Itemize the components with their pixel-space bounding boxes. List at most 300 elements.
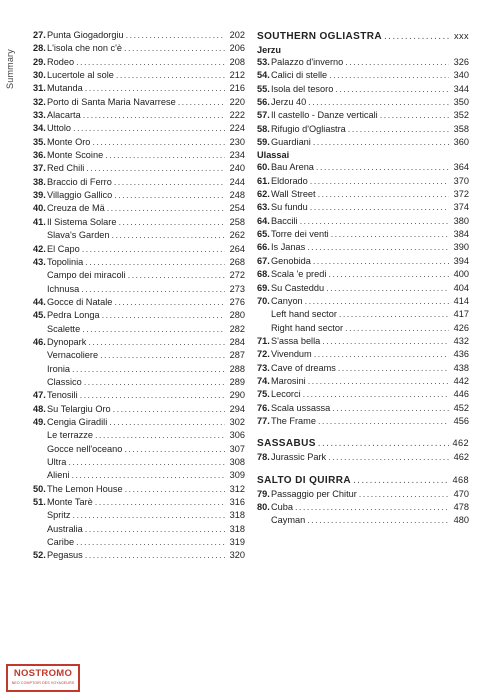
- toc-entry[interactable]: [33, 456, 245, 469]
- entry-number: 48.: [33, 403, 46, 414]
- entry-number: 37.: [33, 163, 46, 174]
- entry-title: Bau Arena: [271, 162, 314, 173]
- entry-title: Dynopark: [47, 336, 87, 347]
- toc-entry[interactable]: [257, 322, 469, 335]
- entry-page-number: 222: [229, 110, 245, 121]
- dot-leader: [328, 268, 449, 281]
- dot-leader: [331, 228, 449, 241]
- dot-leader: [313, 255, 449, 268]
- toc-entry[interactable]: [257, 488, 469, 501]
- entry-title: Monte Tarè: [47, 497, 93, 508]
- toc-entry[interactable]: [33, 96, 245, 109]
- entry-page-number: 372: [453, 189, 469, 200]
- dot-leader: [326, 282, 449, 295]
- entry-number: 41.: [33, 216, 46, 227]
- toc-entry[interactable]: [257, 175, 469, 188]
- entry-page-number: 394: [453, 255, 469, 266]
- entry-number: 67.: [257, 255, 270, 266]
- entry-page-number: 452: [453, 402, 469, 413]
- dot-leader: [380, 109, 449, 122]
- entry-page-number: 202: [229, 30, 245, 40]
- dot-leader: [118, 216, 225, 229]
- entry-page-number: 287: [229, 350, 245, 361]
- toc-entry[interactable]: [257, 83, 469, 96]
- dot-leader: [73, 509, 226, 522]
- entry-title: Tenosili: [47, 390, 78, 401]
- entry-page-number: 436: [453, 349, 469, 360]
- entry-title: Guardiani: [271, 137, 311, 148]
- dot-leader: [125, 483, 225, 496]
- toc-left-column: [33, 29, 245, 563]
- entry-title: Torre dei venti: [271, 229, 329, 240]
- dot-leader: [76, 56, 225, 69]
- entry-number: 78.: [257, 452, 270, 463]
- entry-page-number: 319: [229, 537, 245, 548]
- entry-title: Lucertole al sole: [47, 70, 114, 81]
- entry-title: Jurassic Park: [271, 452, 327, 463]
- dot-leader: [359, 488, 449, 501]
- toc-entry[interactable]: [33, 256, 245, 269]
- entry-number: 69.: [257, 282, 270, 293]
- toc-entry[interactable]: [33, 82, 245, 95]
- dot-leader: [307, 514, 449, 527]
- toc-entry[interactable]: [257, 109, 469, 122]
- toc-entry[interactable]: [33, 269, 245, 282]
- entry-number: 28.: [33, 43, 46, 54]
- entry-page-number: 352: [453, 110, 469, 121]
- section-title: SASSABUS: [257, 438, 316, 450]
- dot-leader: [81, 283, 225, 296]
- entry-page-number: 318: [229, 510, 245, 521]
- entry-number: 62.: [257, 189, 270, 200]
- entry-page-number: 414: [453, 295, 469, 306]
- toc-entry[interactable]: [33, 549, 245, 562]
- dot-leader: [124, 42, 225, 55]
- dot-leader: [116, 69, 225, 82]
- entry-title: Scalette: [47, 323, 81, 334]
- entry-number: 51.: [33, 497, 46, 508]
- entry-title: Mutanda: [47, 83, 83, 94]
- entry-title: Cayman: [271, 515, 306, 526]
- toc-entry[interactable]: [257, 362, 469, 375]
- entry-title: Spritz: [47, 510, 71, 521]
- entry-number: 74.: [257, 375, 270, 386]
- dot-leader: [345, 56, 449, 69]
- toc-entry[interactable]: [33, 29, 245, 42]
- entry-page-number: 268: [229, 256, 245, 267]
- dot-leader: [102, 309, 225, 322]
- toc-entry[interactable]: [33, 176, 245, 189]
- entry-title: Su Telargiu Oro: [47, 403, 111, 414]
- entry-title: Il castello - Danze verticali: [271, 110, 378, 121]
- dot-leader: [305, 295, 449, 308]
- dot-leader: [85, 523, 225, 536]
- entry-number: 65.: [257, 229, 270, 240]
- toc-entry[interactable]: [33, 496, 245, 509]
- entry-page-number: 384: [453, 229, 469, 240]
- entry-title: Topolinia: [47, 256, 84, 267]
- section-heading[interactable]: [257, 473, 469, 488]
- entry-title: Vernacoliere: [47, 350, 99, 361]
- logo-tagline: NEO COMPTOIR DES VOYAGEURS: [11, 681, 75, 685]
- dot-leader: [73, 122, 225, 135]
- entry-number: 35.: [33, 136, 46, 147]
- toc-entry[interactable]: [33, 509, 245, 522]
- toc-entry[interactable]: [257, 451, 469, 464]
- entry-title: Calici di stelle: [271, 70, 328, 81]
- dot-leader: [128, 269, 225, 282]
- entry-title: El Capo: [47, 243, 80, 254]
- entry-page-number: 470: [453, 488, 469, 499]
- entry-number: 64.: [257, 215, 270, 226]
- toc-entry[interactable]: [33, 429, 245, 442]
- toc-entry[interactable]: [257, 56, 469, 69]
- toc-entry[interactable]: [257, 215, 469, 228]
- entry-title: Braccio di Ferro: [47, 176, 112, 187]
- entry-title: Marosini: [271, 375, 306, 386]
- toc-entry[interactable]: [33, 296, 245, 309]
- toc-entry[interactable]: [33, 229, 245, 242]
- dot-leader: [109, 416, 225, 429]
- entry-title: Canyon: [271, 295, 303, 306]
- toc-entry[interactable]: [33, 136, 245, 149]
- entry-number: 58.: [257, 123, 270, 134]
- dot-leader: [328, 451, 449, 464]
- dot-leader: [307, 241, 449, 254]
- dot-leader: [82, 243, 225, 256]
- section-spacer: [257, 428, 469, 436]
- entry-number: 45.: [33, 310, 46, 321]
- toc-entry[interactable]: [33, 149, 245, 162]
- entry-number: 43.: [33, 256, 46, 267]
- entry-number: 70.: [257, 295, 270, 306]
- toc-entry[interactable]: [257, 228, 469, 241]
- dot-leader: [335, 83, 449, 96]
- entry-title: Cave of dreams: [271, 362, 336, 373]
- dot-leader: [84, 376, 225, 389]
- entry-number: 36.: [33, 150, 46, 161]
- toc-entry[interactable]: [257, 295, 469, 308]
- entry-title: Punta Giogadorgiu: [47, 30, 124, 40]
- entry-number: 59.: [257, 137, 270, 148]
- section-page-number: 468: [452, 474, 469, 485]
- entry-page-number: 254: [229, 203, 245, 214]
- entry-title: Palazzo d'inverno: [271, 57, 344, 67]
- toc-entry[interactable]: [257, 201, 469, 214]
- toc-entry[interactable]: [257, 188, 469, 201]
- entry-number: 34.: [33, 123, 46, 134]
- entry-title: Su fundu: [271, 202, 308, 213]
- dot-leader: [178, 96, 225, 109]
- entry-number: 42.: [33, 243, 46, 254]
- side-label: [2, 36, 16, 106]
- dot-leader: [318, 188, 449, 201]
- entry-page-number: 308: [229, 457, 245, 467]
- toc-entry[interactable]: [257, 268, 469, 281]
- entry-title: Jerzu 40: [271, 97, 307, 108]
- toc-entry[interactable]: [33, 309, 245, 322]
- dot-leader: [314, 348, 449, 361]
- dot-leader: [124, 443, 225, 456]
- toc-entry[interactable]: [33, 162, 245, 175]
- entry-title: Campo dei miracoli: [47, 270, 126, 281]
- entry-title: Scala ussassa: [271, 402, 331, 413]
- toc-entry[interactable]: [257, 282, 469, 295]
- entry-page-number: 340: [453, 70, 469, 81]
- toc-entry[interactable]: [33, 283, 245, 296]
- entry-title: Is Janas: [271, 242, 306, 253]
- toc-entry[interactable]: [33, 376, 245, 389]
- toc-entry[interactable]: [33, 243, 245, 256]
- toc-entry[interactable]: [33, 216, 245, 229]
- toc-entry[interactable]: [33, 56, 245, 69]
- entry-number: 72.: [257, 349, 270, 360]
- entry-number: 40.: [33, 203, 46, 214]
- toc-entry[interactable]: [33, 122, 245, 135]
- entry-title: Right hand sector: [271, 322, 344, 333]
- dot-leader: [310, 201, 449, 214]
- entry-title: Caribe: [47, 537, 75, 548]
- entry-title: Il Sistema Solare: [47, 216, 117, 227]
- entry-number: 66.: [257, 242, 270, 253]
- entry-page-number: 206: [229, 43, 245, 54]
- toc-entry[interactable]: [33, 202, 245, 215]
- entry-number: 49.: [33, 416, 46, 427]
- dot-leader: [85, 256, 225, 269]
- entry-page-number: 417: [453, 309, 469, 320]
- entry-title: Alacarta: [47, 110, 81, 121]
- dot-leader: [384, 29, 449, 44]
- entry-number: 61.: [257, 175, 270, 186]
- entry-title: Passaggio per Chitur: [271, 488, 357, 499]
- dot-leader: [107, 202, 225, 215]
- dot-leader: [308, 96, 449, 109]
- entry-title: S'assa bella: [271, 335, 321, 346]
- toc-entry[interactable]: [257, 96, 469, 109]
- toc-entry[interactable]: [257, 514, 469, 527]
- entry-number: 60.: [257, 162, 270, 173]
- toc-entry[interactable]: [33, 69, 245, 82]
- entry-page-number: 294: [229, 403, 245, 414]
- entry-title: Cuba: [271, 501, 293, 512]
- entry-page-number: 360: [453, 137, 469, 148]
- dot-leader: [329, 69, 449, 82]
- toc-entry[interactable]: [257, 402, 469, 415]
- entry-number: 54.: [257, 70, 270, 81]
- dot-leader: [68, 456, 225, 469]
- dot-leader: [348, 123, 449, 136]
- entry-page-number: 446: [453, 389, 469, 400]
- entry-title: Cengia Giradili: [47, 416, 108, 427]
- entry-number: 52.: [33, 550, 46, 561]
- toc-entry[interactable]: [33, 416, 245, 429]
- entry-page-number: 374: [453, 202, 469, 213]
- entry-number: 73.: [257, 362, 270, 373]
- toc-entry[interactable]: [33, 189, 245, 202]
- entry-title: Gocce nell'oceano: [47, 443, 123, 454]
- entry-number: 55.: [257, 83, 270, 94]
- toc-entry[interactable]: [33, 323, 245, 336]
- entry-number: 39.: [33, 190, 46, 201]
- entry-page-number: 280: [229, 310, 245, 321]
- toc-entry[interactable]: [257, 241, 469, 254]
- dot-leader: [318, 436, 449, 451]
- entry-title: Rodeo: [47, 56, 75, 67]
- dot-leader: [353, 473, 449, 488]
- logo-name: NOSTROMO: [13, 668, 73, 679]
- entry-title: Monte Scoine: [47, 150, 104, 161]
- dot-leader: [76, 536, 225, 549]
- toc-entry[interactable]: [33, 42, 245, 55]
- entry-page-number: 320: [229, 550, 245, 561]
- entry-title: Pedra Longa: [47, 310, 100, 321]
- toc-entry[interactable]: [257, 255, 469, 268]
- entry-page-number: 284: [229, 336, 245, 347]
- dot-leader: [339, 308, 449, 321]
- dot-leader: [322, 335, 449, 348]
- entry-page-number: 244: [229, 176, 245, 187]
- entry-page-number: 272: [229, 270, 245, 281]
- entry-title: Lecorci: [271, 389, 301, 400]
- entry-page-number: 350: [453, 97, 469, 108]
- entry-title: Red Chili: [47, 163, 85, 174]
- toc-entry[interactable]: [257, 335, 469, 348]
- dot-leader: [85, 549, 225, 562]
- entry-number: 75.: [257, 389, 270, 400]
- entry-page-number: 370: [453, 175, 469, 186]
- entry-page-number: 224: [229, 123, 245, 134]
- entry-title: L'isola che non c'è: [47, 43, 123, 54]
- toc-entry[interactable]: [257, 69, 469, 82]
- toc-right-column: [257, 29, 469, 528]
- entry-page-number: 426: [453, 322, 469, 333]
- toc-entry[interactable]: [33, 363, 245, 376]
- entry-page-number: 432: [453, 335, 469, 346]
- toc-entry[interactable]: [33, 403, 245, 416]
- entry-title: Wall Street: [271, 189, 316, 200]
- toc-entry[interactable]: [257, 136, 469, 149]
- toc-entry[interactable]: [257, 161, 469, 174]
- entry-number: 77.: [257, 415, 270, 426]
- toc-entry[interactable]: [257, 388, 469, 401]
- entry-page-number: 480: [453, 515, 469, 526]
- dot-leader: [338, 362, 449, 375]
- toc-entry[interactable]: [33, 469, 245, 482]
- entry-title: Monte Oro: [47, 136, 91, 147]
- entry-page-number: 262: [229, 230, 245, 241]
- dot-leader: [114, 176, 225, 189]
- entry-number: 80.: [257, 501, 270, 512]
- toc-entry[interactable]: [257, 123, 469, 136]
- side-label-text: Summary: [5, 49, 15, 89]
- entry-number: 33.: [33, 110, 46, 121]
- entry-title: The Lemon House: [47, 483, 123, 494]
- entry-page-number: 290: [229, 390, 245, 401]
- toc-entry[interactable]: [257, 308, 469, 321]
- dot-leader: [303, 388, 449, 401]
- entry-page-number: 248: [229, 190, 245, 201]
- entry-page-number: 234: [229, 150, 245, 161]
- toc-entry[interactable]: [257, 415, 469, 428]
- entry-page-number: 273: [229, 283, 245, 294]
- entry-page-number: 312: [229, 483, 245, 494]
- entry-page-number: 326: [453, 57, 469, 67]
- entry-number: 44.: [33, 296, 46, 307]
- entry-number: 53.: [257, 57, 270, 67]
- dot-leader: [345, 322, 449, 335]
- entry-title: Isola del tesoro: [271, 83, 334, 94]
- entry-title: Vivendum: [271, 349, 312, 360]
- section-heading[interactable]: [257, 29, 469, 44]
- entry-number: 32.: [33, 96, 46, 107]
- entry-page-number: 264: [229, 243, 245, 254]
- dot-leader: [295, 501, 449, 514]
- entry-number: 47.: [33, 390, 46, 401]
- entry-title: Pegasus: [47, 550, 83, 561]
- section-heading[interactable]: [257, 436, 469, 451]
- section-title: SALTO DI QUIRRA: [257, 474, 351, 486]
- entry-page-number: 404: [453, 282, 469, 293]
- dot-leader: [85, 82, 225, 95]
- dot-leader: [318, 415, 449, 428]
- entry-number: 79.: [257, 488, 270, 499]
- dot-leader: [313, 136, 449, 149]
- entry-title: Le terrazze: [47, 430, 93, 441]
- dot-leader: [80, 389, 225, 402]
- entry-title: Gocce di Natale: [47, 296, 113, 307]
- toc-entry[interactable]: [33, 109, 245, 122]
- entry-page-number: 358: [453, 123, 469, 134]
- toc-entry[interactable]: [33, 389, 245, 402]
- toc-entry[interactable]: [33, 523, 245, 536]
- toc-entry[interactable]: [257, 375, 469, 388]
- entry-page-number: 442: [453, 375, 469, 386]
- entry-page-number: 390: [453, 242, 469, 253]
- entry-page-number: 364: [453, 162, 469, 173]
- entry-title: Baccili: [271, 215, 298, 226]
- entry-page-number: 318: [229, 523, 245, 534]
- toc-entry[interactable]: [33, 483, 245, 496]
- dot-leader: [100, 349, 225, 362]
- toc-entry[interactable]: [257, 348, 469, 361]
- entry-page-number: 456: [453, 415, 469, 426]
- dot-leader: [71, 469, 225, 482]
- dot-leader: [332, 402, 449, 415]
- toc-entry[interactable]: [257, 501, 469, 514]
- entry-page-number: 478: [453, 501, 469, 512]
- entry-title: Australia: [47, 523, 83, 534]
- subsection-heading: Ulassai: [257, 150, 290, 161]
- entry-number: 50.: [33, 483, 46, 494]
- section-page-number: xxx: [454, 31, 469, 41]
- toc-entry[interactable]: [33, 443, 245, 456]
- entry-page-number: 306: [229, 430, 245, 441]
- entry-number: 30.: [33, 70, 46, 81]
- toc-entry[interactable]: [33, 336, 245, 349]
- entry-page-number: 212: [229, 70, 245, 81]
- toc-entry[interactable]: [33, 349, 245, 362]
- dot-leader: [114, 189, 225, 202]
- entry-number: 56.: [257, 97, 270, 108]
- dot-leader: [126, 29, 225, 42]
- toc-entry[interactable]: [33, 536, 245, 549]
- entry-page-number: 344: [453, 83, 469, 94]
- dot-leader: [300, 215, 449, 228]
- entry-title: The Frame: [271, 415, 316, 426]
- entry-title: Classico: [47, 376, 82, 387]
- subsection-heading: Jerzu: [257, 45, 282, 55]
- section-spacer: [257, 465, 469, 473]
